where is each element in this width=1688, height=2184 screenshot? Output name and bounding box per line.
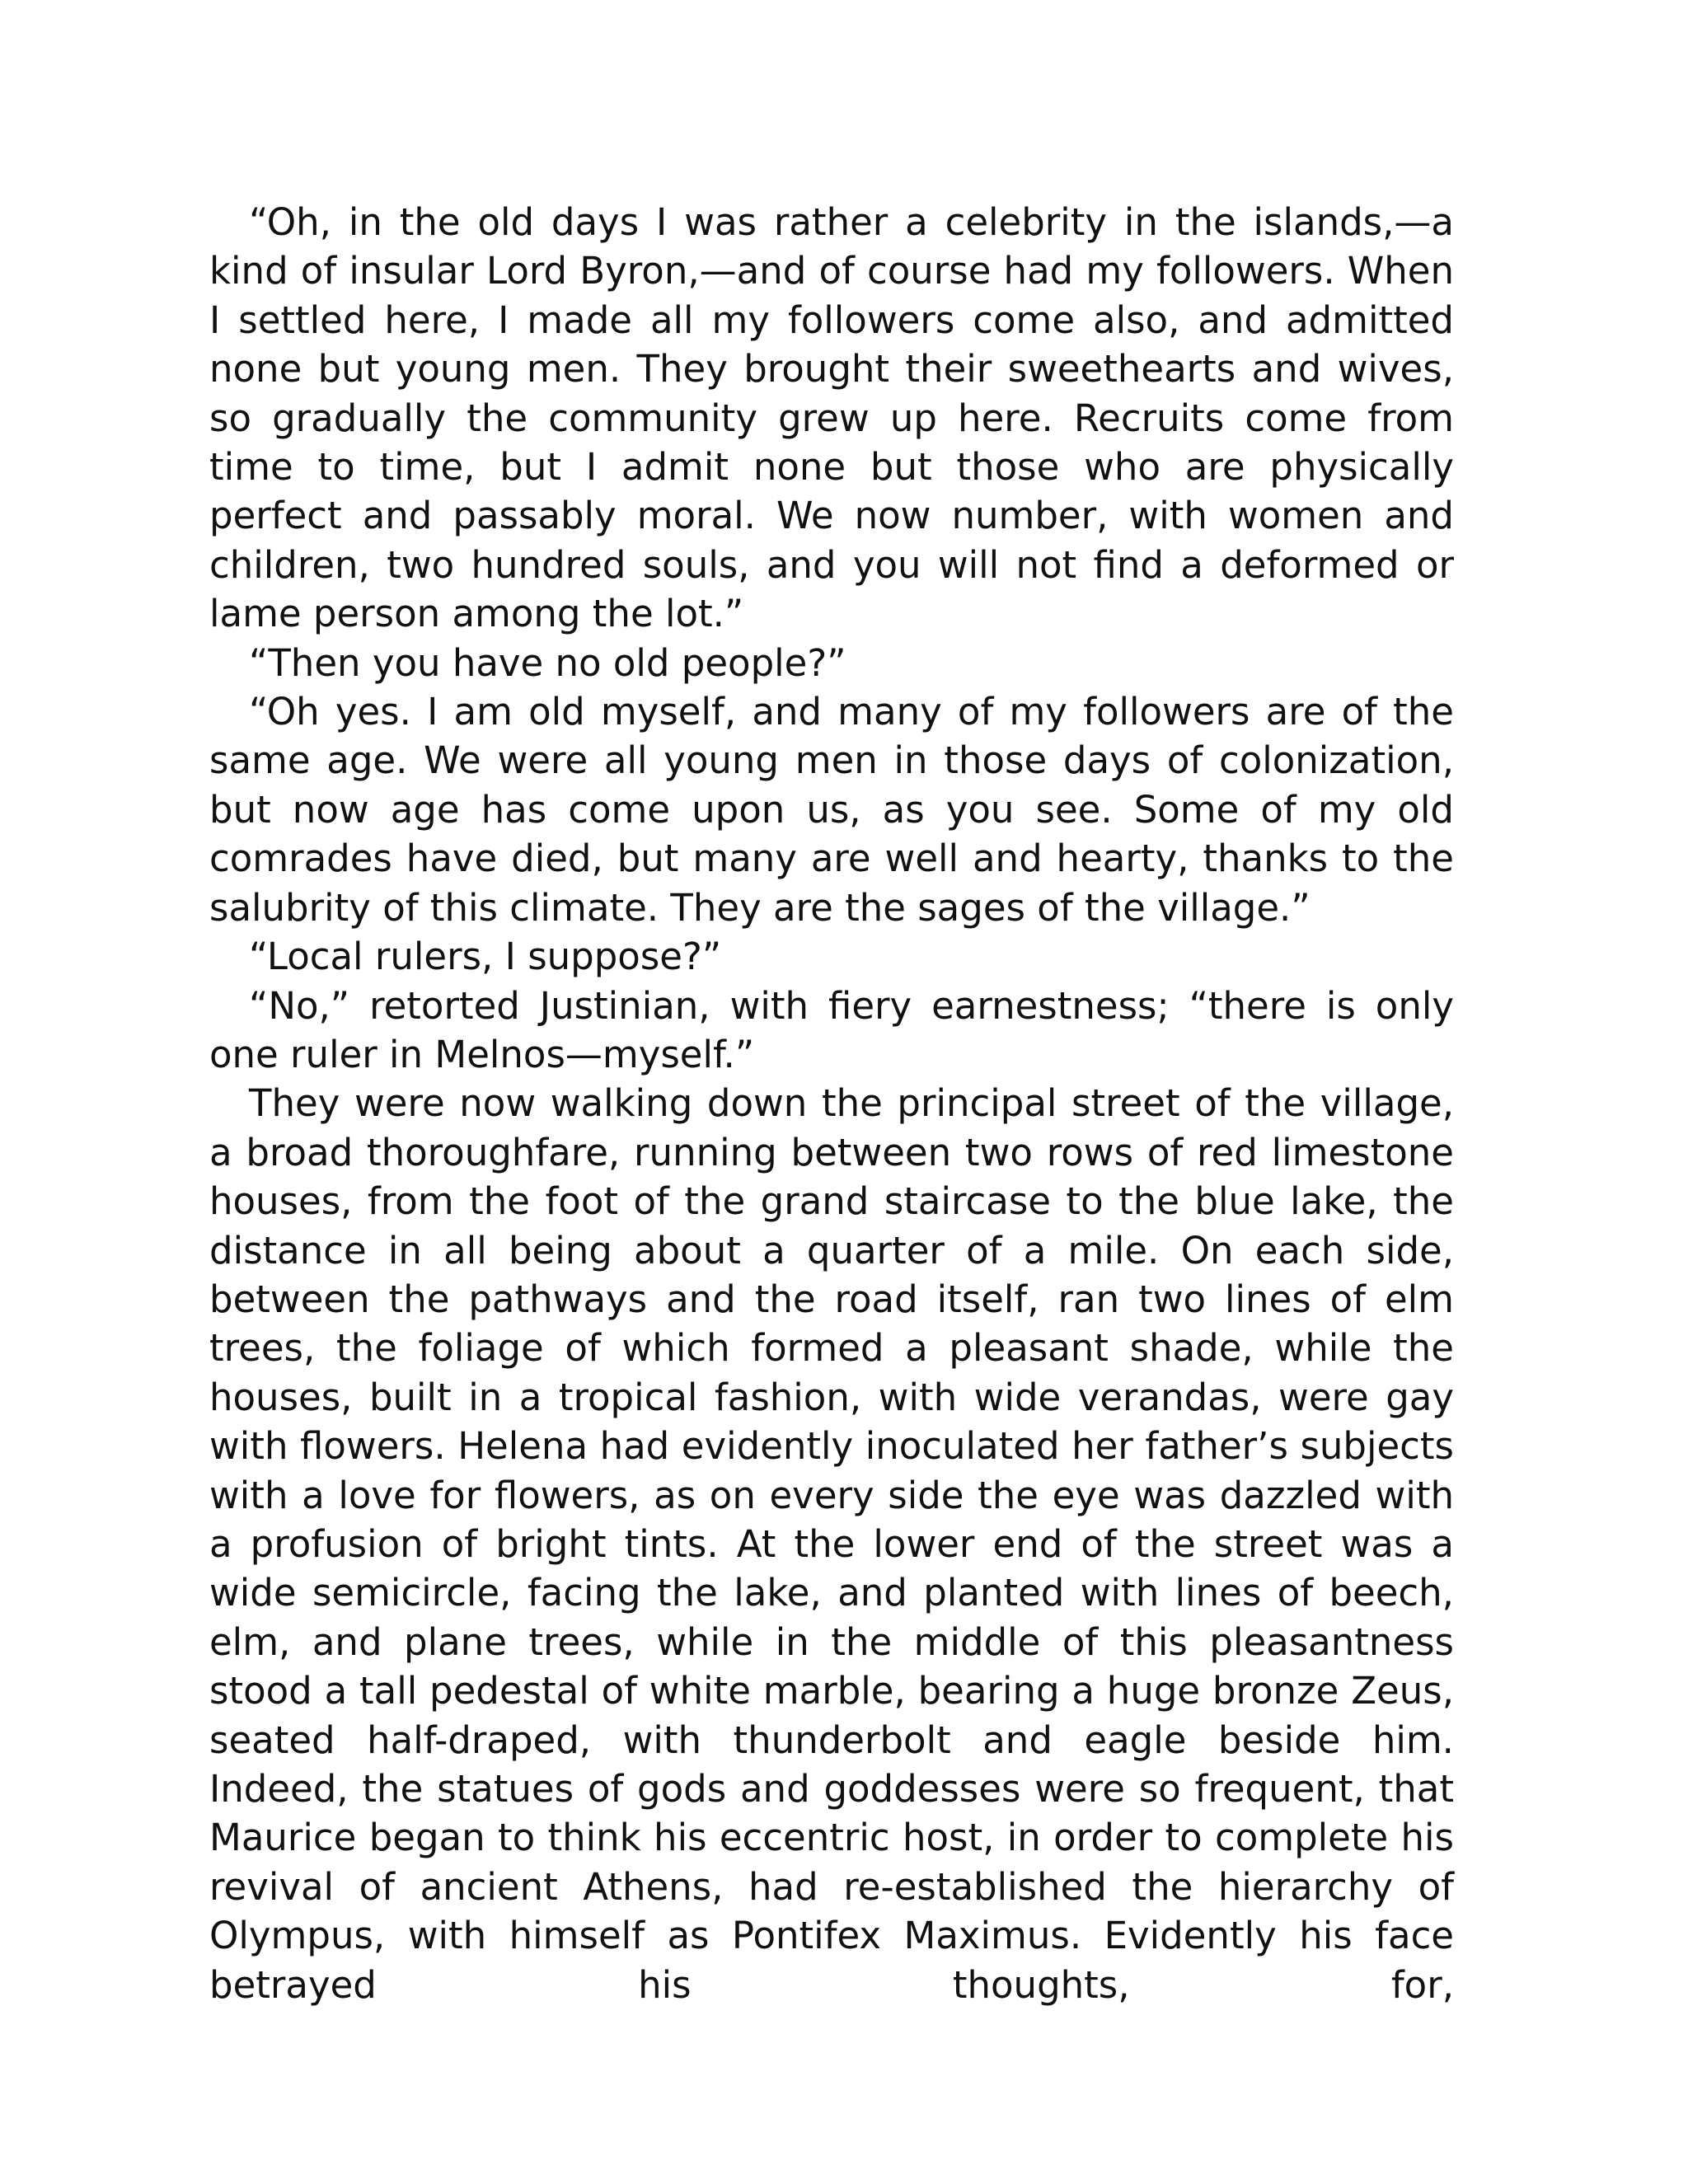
paragraph-local-rulers: “Local rulers, I suppose?”	[249, 935, 722, 979]
paragraph-one-ruler: “No,” retorted Justinian, with fiery earnestness; “there is only one ruler in Melnos—myself.”	[209, 983, 1454, 1076]
page-body	[209, 198, 1454, 2009]
paragraph-celebrity: “Oh, in the old days I was rather a celebrity in the islands,—a kind of insular Lord Byron,—and of course had my followers. When I settled here, I made all my followers come also, and admitted none but young men. They brought their sweethearts and wives, so gradually the community grew up here. Recruits come from time to time, but I admit none but those who are physically perfect and passably moral. We now number, with women and children, two hundred souls, and you will not find a deformed or lame person among the lot.”	[209, 200, 1454, 636]
paragraph-old-people-question: “Then you have no old people?”	[249, 640, 846, 685]
paragraph-old-myself: “Oh yes. I am old myself, and many of my followers are of the same age. We were all young men in those days of colonization, but now age has come upon us, as you see. Some of my old comrades have died, but many are well and hearty, thanks to the salubrity of this climate. They are the sages of the village.”	[209, 690, 1454, 930]
paragraph-village-street: They were now walking down the principal street of the village, a broad thoroughfare, running between two rows of red limestone houses, from the foot of the grand staircase to the blue lake, the distance in all being about a quarter of a mile. On each side, between the pathways and the road itself, ran two lines of elm trees, the foliage of which formed a pleasant shade, while the houses, built in a tropical fashion, with wide verandas, were gay with flowers. Helena had evidently inoculated her father’s subjects with a love for flowers, as on every side the eye was dazzled with a profusion of bright tints. At the lower end of the street was a wide semicircle, facing the lake, and planted with lines of beech, elm, and plane trees, while in the middle of this pleasantness stood a tall pedestal of white marble, bearing a huge bronze Zeus, seated half-draped, with thunderbolt and eagle beside him. Indeed, the statues of gods and goddesses were so frequent, that Maurice began to think his eccentric host, in order to complete his revival of ancient Athens, had re-established the hierarchy of Olympus, with himself as Pontifex Maximus. Evidently his face betrayed his thoughts, for,	[209, 1081, 1454, 2007]
